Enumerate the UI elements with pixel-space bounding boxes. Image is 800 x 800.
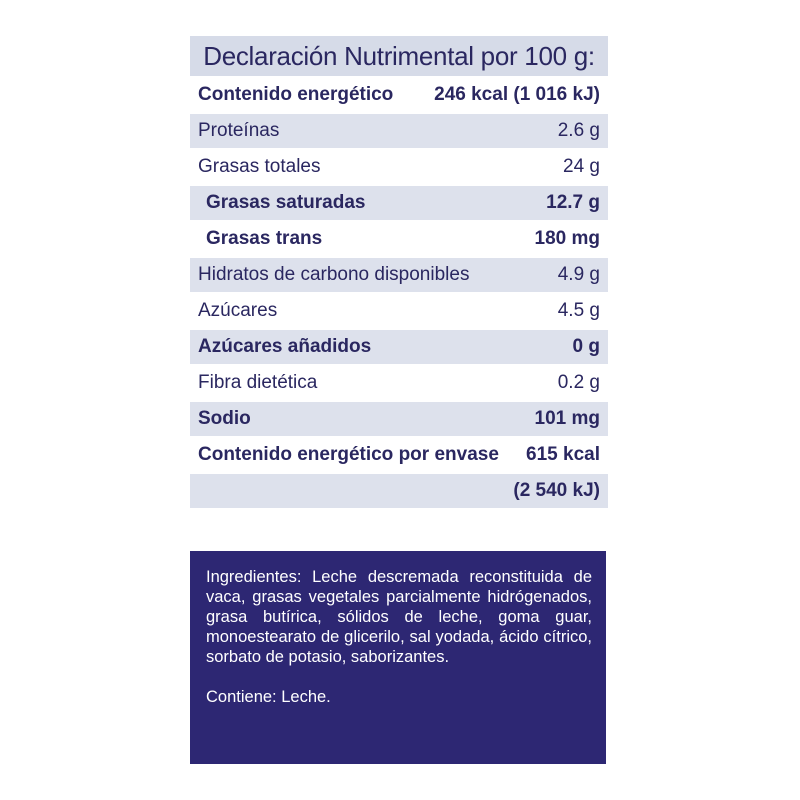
nutrient-label: Grasas trans	[206, 228, 323, 249]
nutrition-row	[190, 294, 608, 328]
nutrient-value: 615 kcal	[526, 444, 600, 465]
nutrient-label: Hidratos de carbono disponibles	[198, 264, 470, 285]
nutrient-value: 2.6 g	[557, 120, 600, 141]
allergen-statement: Contiene: Leche.	[206, 688, 331, 706]
nutrient-value: 12.7 g	[546, 192, 600, 213]
nutrition-row	[190, 330, 608, 364]
nutrient-value: (2 540 kJ)	[513, 480, 600, 501]
nutrient-label: Grasas totales	[198, 156, 321, 177]
nutrient-label: Fibra dietética	[198, 372, 318, 393]
nutrient-value: 4.9 g	[557, 264, 600, 285]
nutrient-label: Proteínas	[198, 120, 280, 141]
nutrient-value: 180 mg	[534, 228, 600, 249]
nutrient-value: 24 g	[563, 156, 600, 177]
nutrition-table	[190, 36, 608, 508]
nutrition-row	[190, 402, 608, 436]
nutrition-row	[190, 114, 608, 148]
nutrient-value: 101 mg	[534, 408, 600, 429]
nutrition-row	[190, 186, 608, 220]
nutrition-rows	[190, 78, 608, 508]
nutrition-row	[190, 258, 608, 292]
nutrition-row	[190, 474, 608, 508]
nutrition-row	[190, 438, 608, 472]
nutrient-label: Azúcares añadidos	[198, 336, 372, 357]
nutrition-row	[190, 366, 608, 400]
nutrition-row	[190, 150, 608, 184]
nutrient-label: Contenido energético	[198, 84, 394, 105]
nutrient-value: 246 kcal (1 016 kJ)	[434, 84, 600, 105]
nutrition-title: Declaración Nutrimental por 100 g:	[190, 36, 608, 76]
nutrient-value: 0.2 g	[557, 372, 600, 393]
nutrient-label: Contenido energético por envase	[198, 444, 499, 465]
nutrient-label: Azúcares	[198, 300, 278, 321]
nutrient-label: Grasas saturadas	[206, 192, 366, 213]
ingredients-text: Ingredientes: Leche descremada reconstituida de vaca, grasas vegetales parcialmente hidrógenados, grasa butírica, sólidos de leche, goma guar, monoestearato de glicerilo, sal yodada, ácido cítrico, sorbato de potasio, saborizantes.	[206, 568, 592, 666]
nutrient-value: 0 g	[572, 336, 600, 357]
nutrient-value: 4.5 g	[557, 300, 600, 321]
nutrition-row	[190, 222, 608, 256]
nutrition-row	[190, 78, 608, 112]
ingredients-panel	[190, 551, 606, 764]
nutrient-label: Sodio	[198, 408, 251, 429]
